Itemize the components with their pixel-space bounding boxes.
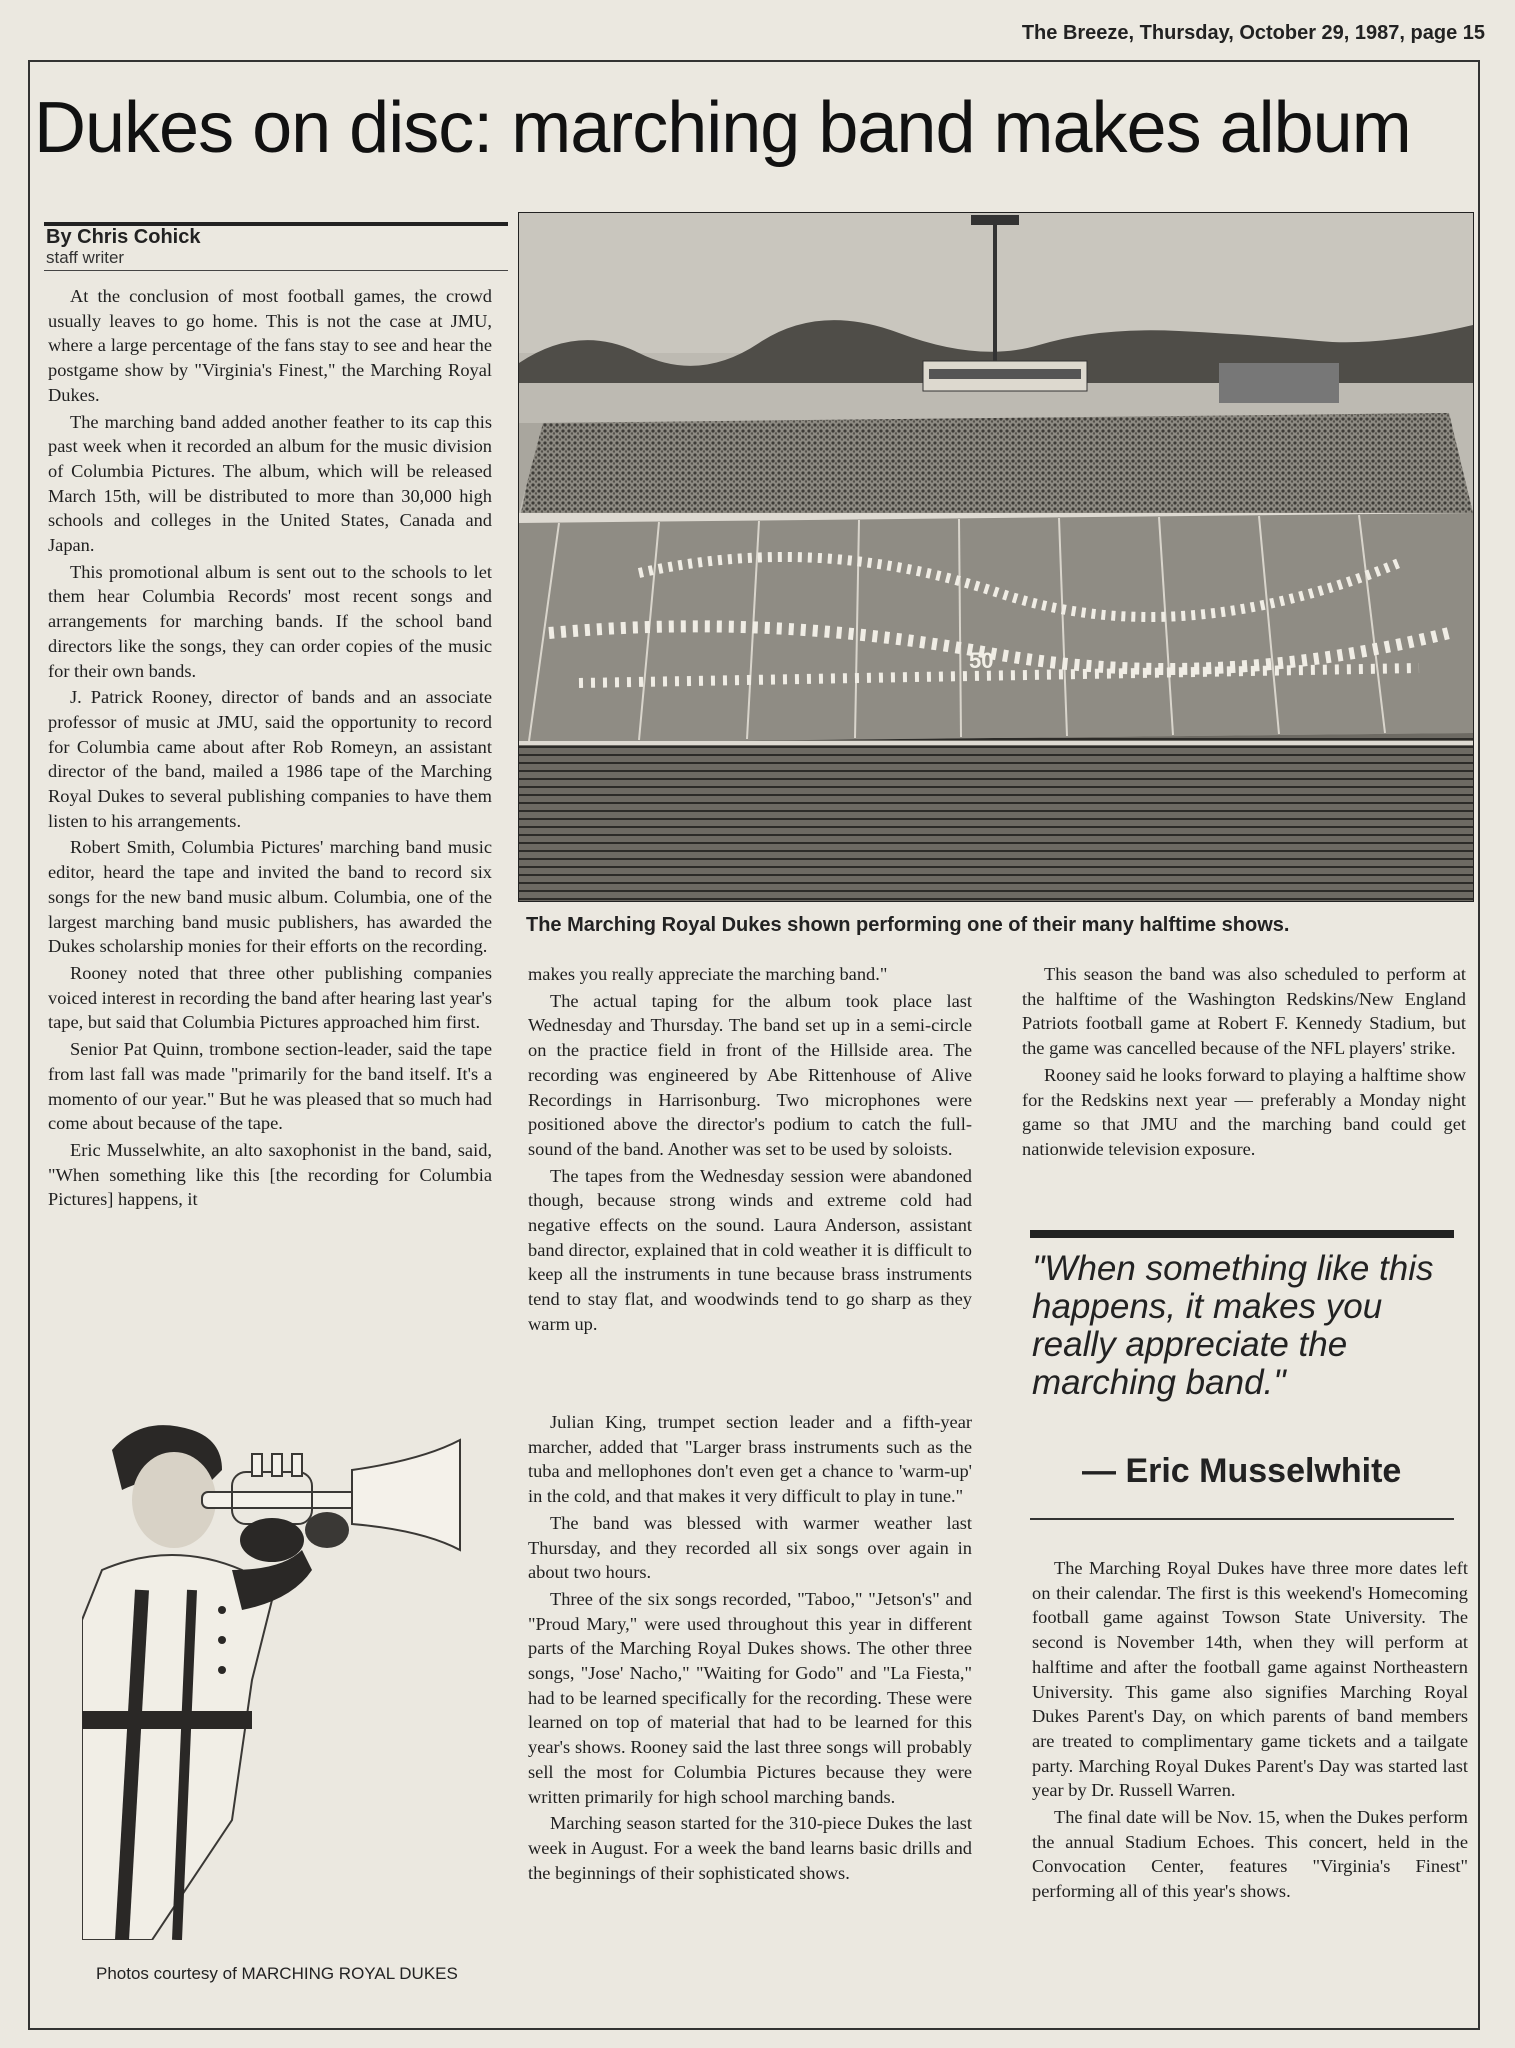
article-paragraph: Julian King, trumpet section leader and a fifth-year marcher, added that "Larger brass instruments such as the tuba and mellophones don't even get a chance to 'warm-up' in the cold, and that makes it very difficult to play in tune." xyxy=(528,1412,972,1507)
article-paragraph: This season the band was also scheduled to perform at the halftime of the Washington Redskins/New England Patriots football game at Robert F. Kennedy Stadium, but the game was cancelled because of the NFL players' strike. xyxy=(1022,964,1466,1059)
article-column-3-bottom xyxy=(1032,1556,1468,1906)
article-paragraph: Senior Pat Quinn, trombone section-leader, said the tape from last fall was made "primarily for the band itself. It's a momento of our year." But he was pleased that so much had come about because of the tape. xyxy=(48,1039,492,1134)
article-paragraph: This promotional album is sent out to the schools to let them hear Columbia Records' most recent songs and arrangements for marching bands. If the school band directors like the songs, they can order copies of the music for their own bands. xyxy=(48,561,492,681)
article-paragraph: Marching season started for the 310-piece Dukes the last week in August. For a week the band learns basic drills and the beginnings of their sophisticated shows. xyxy=(528,1813,972,1883)
article-paragraph: At the conclusion of most football games, the crowd usually leaves to go home. This is not the case at JMU, where a large percentage of the fans stay to see and hear the postgame show by "Virginia's Finest," the Marching Royal Dukes. xyxy=(48,286,492,405)
article-paragraph: The final date will be Nov. 15, when the Dukes perform the annual Stadium Echoes. This concert, held in the Convocation Center, features "Virginia's Finest" performing all of this year's shows. xyxy=(1032,1807,1468,1902)
byline-rule-bottom xyxy=(44,270,508,271)
byline-title: staff writer xyxy=(46,248,125,267)
svg-text:50: 50 xyxy=(969,648,994,673)
article-paragraph: makes you really appreciate the marching band." xyxy=(528,964,888,984)
article-column-1 xyxy=(48,284,492,1214)
stadium-photo xyxy=(518,212,1474,902)
article-paragraph: The band was blessed with warmer weather last Thursday, and they recorded all six songs over again in about two hours. xyxy=(528,1512,972,1583)
article-paragraph: Eric Musselwhite, an alto saxophonist in the band, said, "When something like this [the recording for Columbia Pictures] happens, it xyxy=(48,1139,492,1210)
pull-quote-attribution: — Eric Musselwhite xyxy=(1082,1452,1402,1490)
pull-quote-rule-top xyxy=(1030,1230,1454,1238)
article-column-2-top xyxy=(528,962,972,1339)
pull-quote-rule-bottom xyxy=(1030,1518,1454,1520)
photo-credit: Photos courtesy of MARCHING ROYAL DUKES xyxy=(96,1964,458,1983)
article-paragraph: J. Patrick Rooney, director of bands and an associate professor of music at JMU, said the opportunity to record for Columbia came about after Rob Romeyn, an assistant director of the band, mailed a 1986 tape of the Marching Royal Dukes to several publishing companies to have them listen to his arrangements. xyxy=(48,687,492,831)
page-folio: The Breeze, Thursday, October 29, 1987, page 15 xyxy=(1021,22,1485,44)
stadium-photo-illustration xyxy=(519,213,1473,901)
article-paragraph: The Marching Royal Dukes have three more dates left on their calendar. The first is this weekend's Homecoming football game against Towson State University. The second is November 14th, when they will perform at halftime and after the football game against Northeastern University. This game also signifies Marching Royal Dukes Parent's Day, on which parents of band members are treated to complimentary game tickets and a tailgate party. Marching Royal Dukes Parent's Day was started last year by Dr. Russell Warren. xyxy=(1032,1558,1468,1801)
article-paragraph: The tapes from the Wednesday session were abandoned though, because strong winds and extreme cold had negative effects on the sound. Laura Anderson, assistant band director, explained that in cold weather it is difficult to keep all the instruments in tune because brass instruments tend to stay flat, and woodwinds tend to go sharp as they warm up. xyxy=(528,1165,972,1334)
article-paragraph: Robert Smith, Columbia Pictures' marching band music editor, heard the tape and invited the band to record six songs for the new band music album. Columbia, one of the largest marching band music publishers, has awarded the Dukes scholarship monies for their efforts on the recording. xyxy=(48,837,492,957)
article-paragraph: Rooney said he looks forward to playing a halftime show for the Redskins next year — preferably a Monday night game so that JMU and the marching band could get nationwide television exposure. xyxy=(1022,1064,1466,1159)
article-paragraph: The marching band added another feather to its cap this past week when it recorded an album for the music division of Columbia Pictures. The album, which will be released March 15th, will be distributed to more than 30,000 high schools and colleges in the United States, Canada and Japan. xyxy=(48,411,492,556)
article-column-2-bottom xyxy=(528,1410,972,1887)
article-column-3-top xyxy=(1022,962,1466,1164)
trumpet-player-photo xyxy=(82,1420,502,1940)
article-paragraph: Three of the six songs recorded, "Taboo," "Jetson's" and "Proud Mary," were used throughout this year in different parts of the Marching Royal Dukes shows. The other three songs, "Jose' Nacho," "Waiting for Godo" and "La Fiesta," had to be learned specifically for the recording. These were learned on top of material that had to be learned for this year's shows. Rooney said the last three songs will probably sell the most for Columbia Pictures because they were written primarily for high school marching bands. xyxy=(528,1588,972,1807)
article-paragraph: Rooney noted that three other publishing companies voiced interest in recording the band after hearing last year's tape, but said that Columbia Pictures approached him first. xyxy=(48,962,492,1033)
headline: Dukes on disc: marching band makes album xyxy=(34,88,1411,168)
photo-caption: The Marching Royal Dukes shown performing one of their many halftime shows. xyxy=(526,914,1290,936)
article-paragraph: The actual taping for the album took place last Wednesday and Thursday. The band set up in a semi-circle on the practice field in front of the Hillside area. The recording was engineered by Abe Rittenhouse of Alive Recordings in Harrisonburg. Two microphones were positioned above the director's podium to catch the full-sound of the band. Another was set to be used by soloists. xyxy=(528,990,972,1159)
pull-quote: "When something like this happens, it makes you really appreciate the marching band." xyxy=(1032,1249,1434,1402)
trumpet-player-illustration xyxy=(82,1420,502,1940)
byline: By Chris Cohick xyxy=(46,226,201,248)
